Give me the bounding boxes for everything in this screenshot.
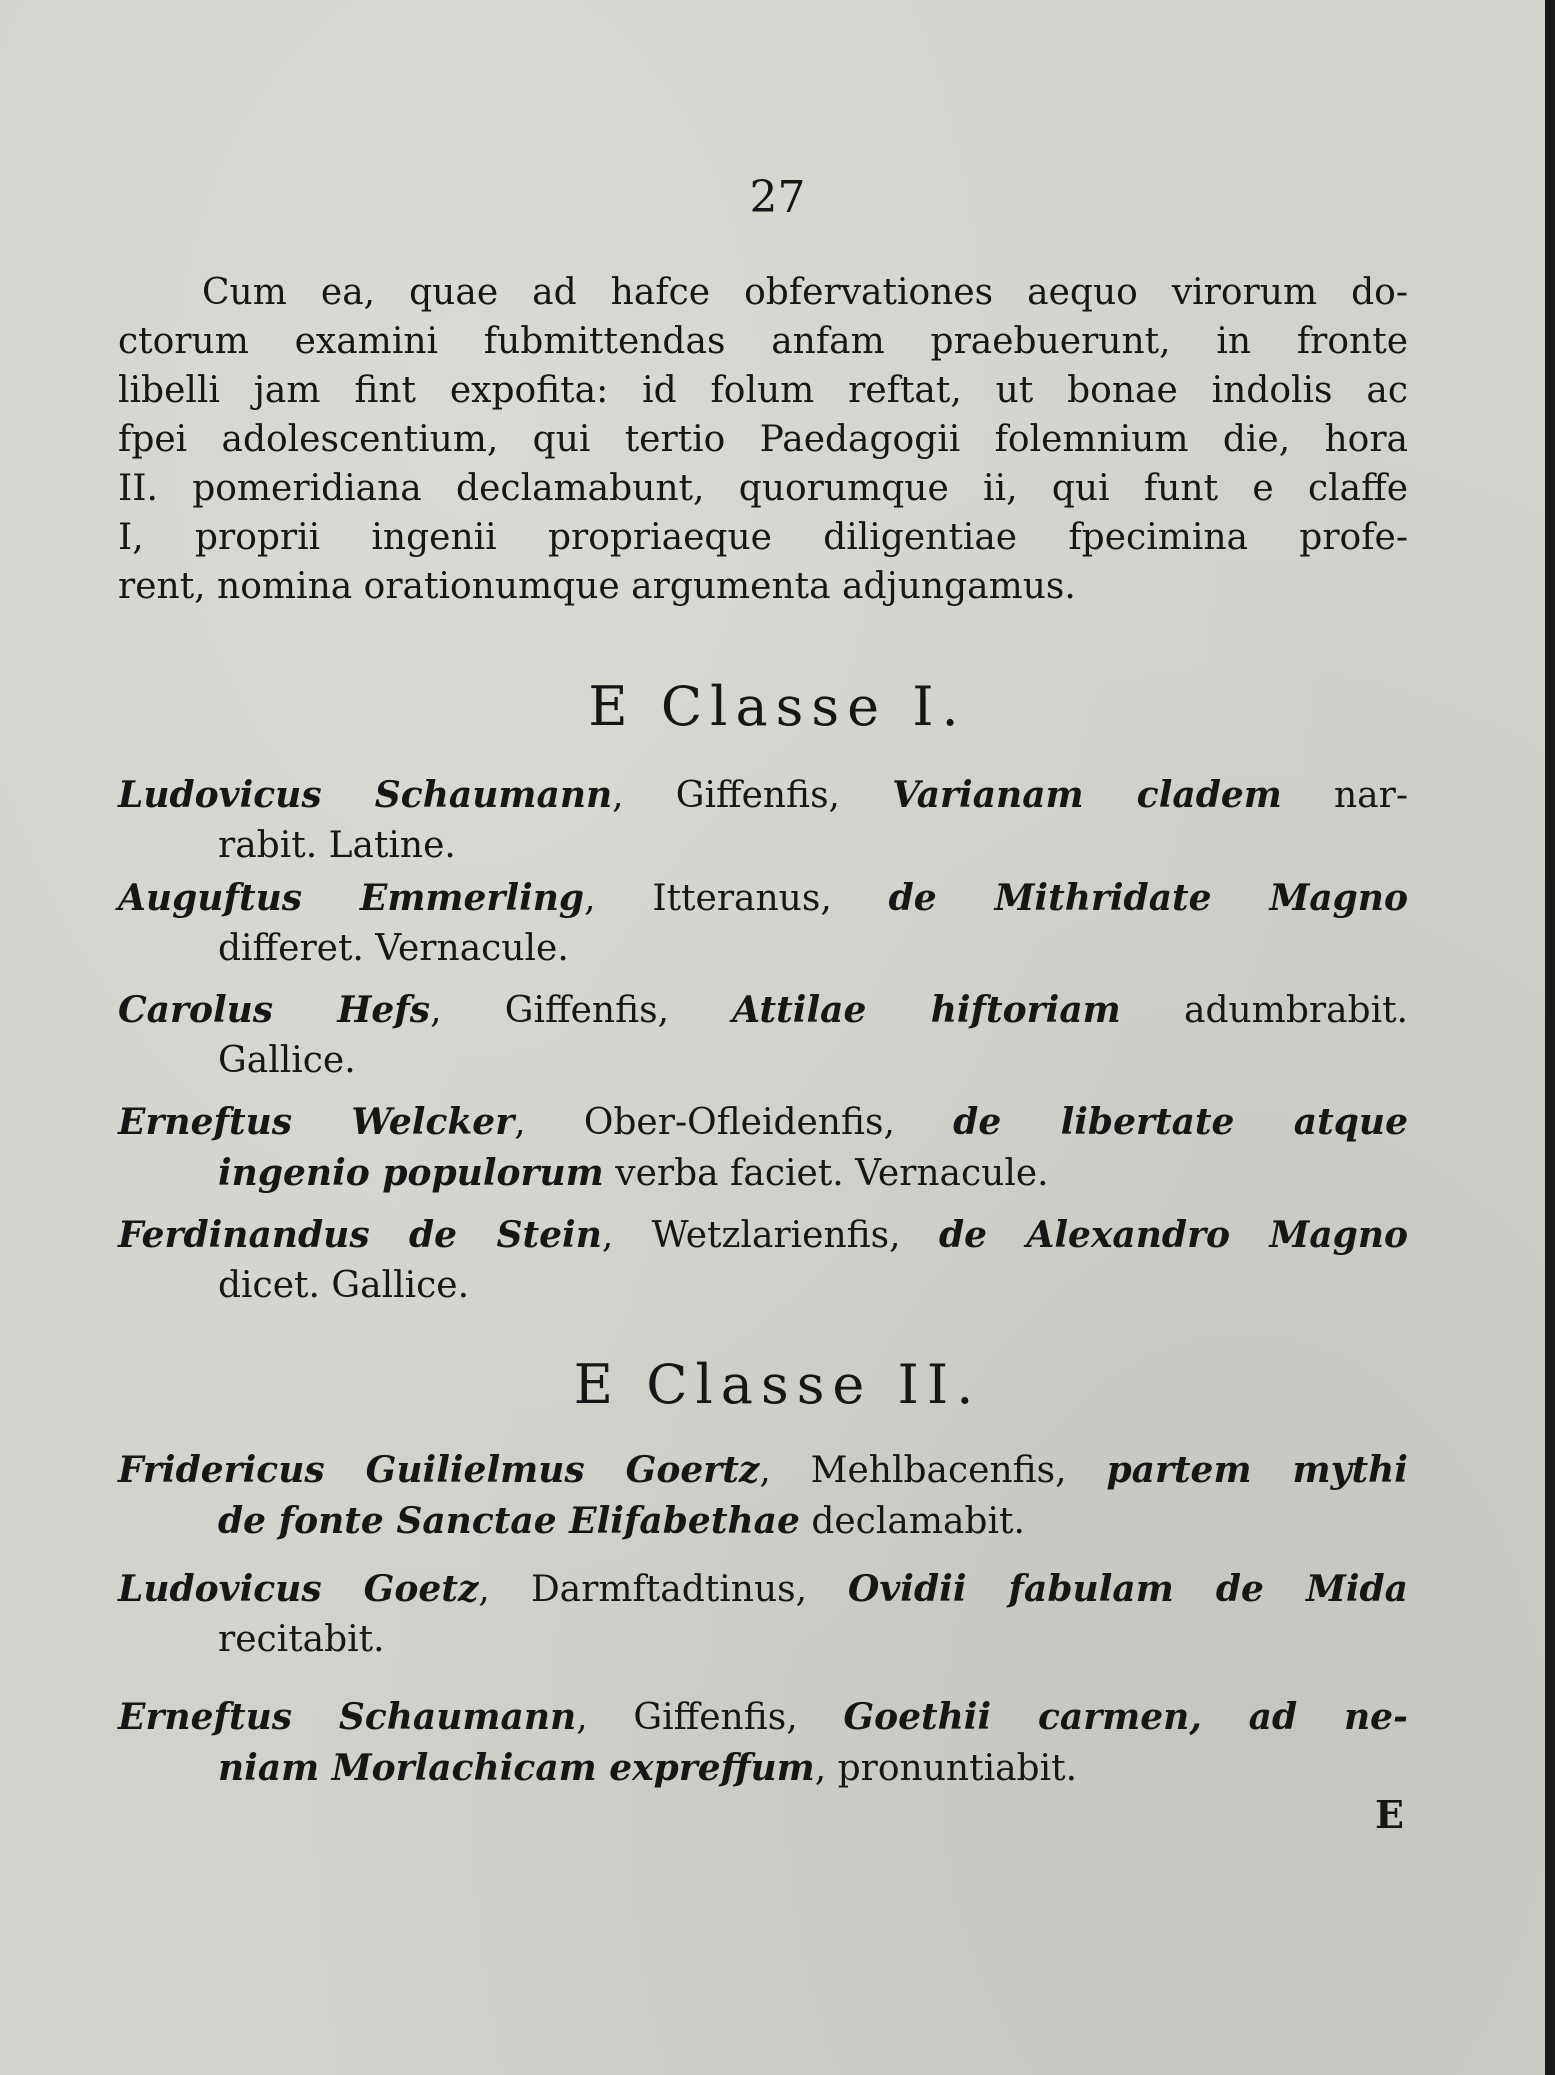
oration-subject-continued: ingenio populorum [218, 1152, 604, 1194]
oration-subject: partem mythi [1106, 1449, 1408, 1491]
entry-continuation: verba faciet. Vernacule. [615, 1153, 1049, 1194]
entry-stein: Ferdinandus de Stein, Wetzlarienfis, de Alexandro Magno dicet. Gallice. [118, 1210, 1408, 1311]
entry-continuation: recitabit. [218, 1619, 385, 1660]
entry-continuation: differet. Vernacule. [218, 928, 569, 969]
entry-emmerling: Auguftus Emmerling, Itteranus, de Mithridate Magno differet. Vernacule. [118, 873, 1408, 974]
entry-hess: Carolus Hefs, Giffenfis, Attilae hiftoriam adumbrabit. Gallice. [118, 985, 1408, 1086]
intro-line: Cum ea, quae ad hafce obfervationes aequo virorum do- [202, 272, 1408, 313]
student-origin: Wetzlarienfis [651, 1215, 890, 1256]
oration-subject: Goethii carmen, ad ne- [843, 1696, 1408, 1738]
entry-continuation: dicet. Gallice. [218, 1265, 470, 1306]
entry-continuation: Gallice. [218, 1040, 356, 1081]
intro-paragraph [118, 268, 1408, 611]
student-name: Fridericus Guilielmus Goertz [118, 1449, 760, 1491]
intro-line: ctorum examini fubmittendas anfam praebuerunt, in fronte [118, 321, 1408, 362]
student-name: Auguftus Emmerling [118, 877, 585, 919]
oration-subject: Ovidii fabulam de Mida [848, 1568, 1408, 1610]
student-origin: Giffenfis [675, 775, 829, 816]
student-name: Ludovicus Schaumann [118, 774, 613, 816]
student-origin: Itteranus [652, 878, 821, 919]
student-name: Ferdinandus de Stein [118, 1214, 602, 1256]
oration-subject: de Alexandro Magno [938, 1214, 1409, 1256]
student-name: Erneftus Welcker [118, 1101, 515, 1143]
intro-line: libelli jam fint expofita: id folum reftat, ut bonae indolis ac [118, 370, 1408, 411]
student-name: Ludovicus Goetz [118, 1568, 479, 1610]
student-origin: Giffenfis [504, 990, 658, 1031]
oration-subject: de libertate atque [953, 1101, 1408, 1143]
entry-continuation: declamabit. [811, 1501, 1025, 1542]
entry-goetz: Ludovicus Goetz, Darmftadtinus, Ovidii fabulam de Mida recitabit. [118, 1564, 1408, 1665]
section-heading-classe-1: E Classe I. [588, 675, 967, 738]
student-name: Carolus Hefs [118, 989, 431, 1031]
entry-continuation: rabit. Latine. [218, 825, 456, 866]
entry-schaumann-ernestus: Erneftus Schaumann, Giffenfis, Goethii carmen, ad ne- niam Morlachicam expreffum, pronuntiabit. [118, 1696, 1408, 1789]
section-heading-classe-2: E Classe II. [573, 1353, 982, 1416]
intro-line: fpei adolescentium, qui tertio Paedagogii folemnium die, hora [118, 419, 1408, 460]
student-origin: Giffenfis [633, 1697, 787, 1738]
oration-subject: Attilae hiftoriam [732, 989, 1121, 1031]
student-origin: Darmftadtinus [530, 1569, 796, 1610]
intro-line: I, proprii ingenii propriaeque diligentiae fpecimina profe- [118, 517, 1408, 558]
oration-subject-continued: niam Morlachicam expreffum [218, 1747, 815, 1789]
page-number: 27 [749, 172, 806, 223]
oration-subject: de Mithridate Magno [888, 877, 1408, 919]
entry-text: adumbrabit. [1183, 990, 1408, 1031]
intro-line: rent, nomina orationumque argumenta adjungamus. [118, 566, 1076, 607]
entry-continuation: , pronuntiabit. [814, 1748, 1078, 1789]
entry-welcker: Erneftus Welcker, Ober-Ofleidenfis, de libertate atque ingenio populorum verba faciet. Vernacule. [118, 1101, 1408, 1194]
oration-subject-continued: de fonte Sanctae Elifabethae [218, 1500, 800, 1542]
entry-goertz: Fridericus Guilielmus Goertz, Mehlbacenfis, partem mythi de fonte Sanctae Elifabethae declamabit. [118, 1449, 1408, 1542]
entry-schaumann-ludovicus: Ludovicus Schaumann, Giffenfis, Varianam cladem nar- rabit. Latine. [118, 770, 1408, 871]
catchword: E [1375, 1792, 1404, 1837]
student-name: Erneftus Schaumann [118, 1696, 577, 1738]
entry-text: nar- [1333, 775, 1409, 816]
student-origin: Ober-Ofleidenfis [583, 1102, 884, 1143]
intro-line: II. pomeridiana declamabunt, quorumque ii, qui funt e claffe [118, 468, 1408, 509]
student-origin: Mehlbacenfis [810, 1450, 1056, 1491]
oration-subject: Varianam cladem [892, 774, 1282, 816]
